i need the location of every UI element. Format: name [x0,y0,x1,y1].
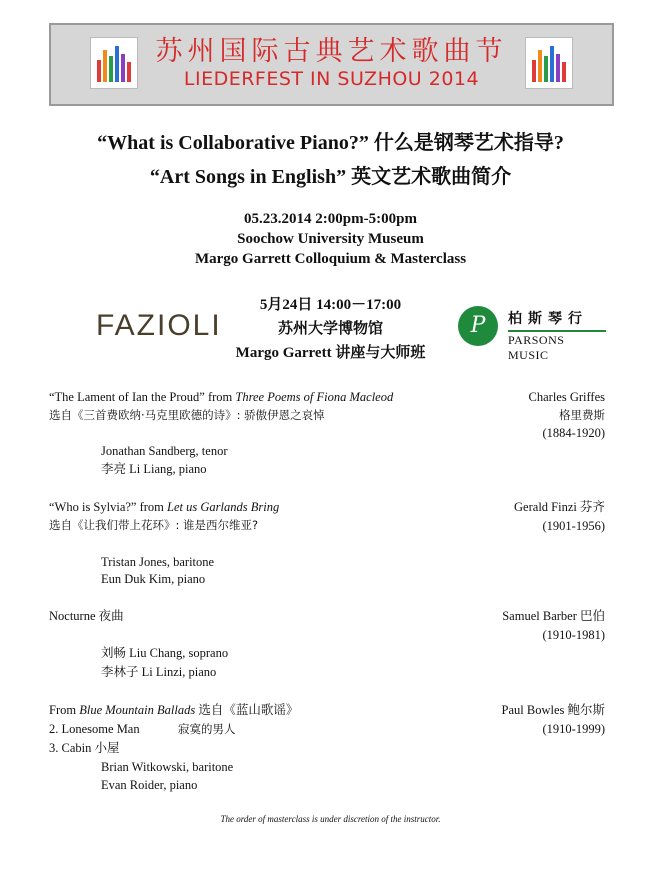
performer: Tristan Jones, baritone [101,555,215,569]
parsons-name-en: PARSONS MUSIC [508,333,565,362]
composer-years: (1910-1981) [542,628,605,642]
performer: 刘畅 Liu Chang, soprano [101,646,229,660]
parsons-divider [508,330,606,332]
performer: Evan Roider, piano [101,778,198,792]
event-session-cn: Margo Garrett 讲座与大师班 [235,345,426,361]
footer-note: The order of masterclass is under discretion of the instructor. [220,814,441,824]
program-title: “The Lament of Ian the Proud” from Three Poems of Fiona Macleod [49,390,394,404]
heading-line-1: “What is Collaborative Piano?” 什么是钢琴艺术指导? [97,132,564,154]
song-item-cn: 寂寞的男人 [178,722,236,736]
event-details-en [0,209,661,269]
program-title: Nocturne 夜曲 [49,609,124,623]
composer-cn: 格里费斯 [559,408,605,422]
song-item: 3. Cabin 小屋 [49,741,120,755]
composer: Charles Griffes [528,390,605,404]
parsons-music-logo [458,306,608,362]
performer: Brian Witkowski, baritone [101,760,234,774]
program-title-cn: 选自《让我们带上花环》: 谁是西尔维亚? [49,518,259,532]
song-item: 2. Lonesome Man [49,722,140,736]
event-datetime-cn: 5月24日 14:00－17:00 [259,297,402,313]
parsons-name-cn: 柏斯琴行 [508,311,588,327]
performer: 李林子 Li Linzi, piano [101,665,217,679]
composer: Samuel Barber 巴伯 [502,609,605,623]
performer: Jonathan Sandberg, tenor [101,444,228,458]
program-title: From Blue Mountain Ballads 选自《蓝山歌谣》 [49,703,299,717]
performer: Eun Duk Kim, piano [101,572,206,586]
heading-line-2: “Art Songs in English” 英文艺术歌曲简介 [149,166,512,188]
composer-years: (1910-1999) [542,722,605,736]
event-session: Margo Garrett Colloquium & Masterclass [194,251,467,267]
composer: Paul Bowles 鲍尔斯 [501,703,605,717]
composer-years: (1884-1920) [542,426,605,440]
program-title-cn: 选自《三首费欧纳·马克里欧德的诗》: 骄傲伊恩之哀悼 [49,408,325,422]
event-datetime: 05.23.2014 2:00pm-5:00pm [244,211,417,227]
bar-chart-logo-icon [525,37,573,89]
composer: Gerald Finzi 芬齐 [514,500,605,514]
fazioli-logo: FAZIOLI [96,309,222,342]
event-venue: Soochow University Museum [237,231,424,247]
performer: 李亮 Li Liang, piano [101,462,207,476]
parsons-p-icon: P [458,306,498,346]
banner-title-en: LIEDERFEST IN SUZHOU 2014 [183,68,480,90]
program-title: “Who is Sylvia?” from Let us Garlands Bring [49,500,280,514]
composer-years: (1901-1956) [542,519,605,533]
event-venue-cn: 苏州大学博物馆 [277,321,383,337]
banner-title-cn: 苏州国际古典艺术歌曲节 [155,36,508,67]
festival-banner [49,23,614,106]
